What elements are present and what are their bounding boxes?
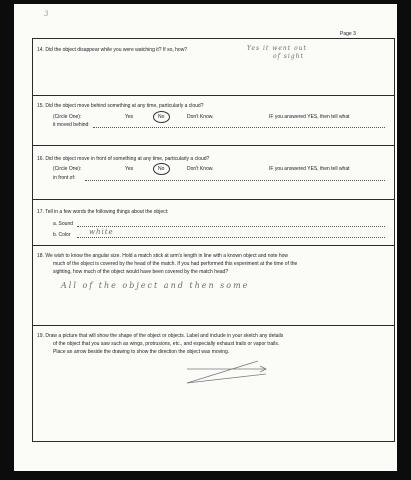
q19-question-line2: of the object that you saw such as wings, protrusions, etc., and especially exhaust trails or vapor trails. xyxy=(53,341,280,347)
q17-question: 17. Tell in a few words the following things about the object: xyxy=(37,209,169,215)
q18-question-line2: much of the object is covered by the head of the match. If you had performed this experiment at the time of the xyxy=(53,261,298,267)
q14-answer-line1: Yes it went out xyxy=(247,45,307,52)
questions-box xyxy=(32,38,395,442)
q16-option-dont-know: Don't Know. xyxy=(187,166,214,172)
q15-if-yes: IF you answered YES, then tell what xyxy=(269,114,350,120)
q16-option-no: No xyxy=(158,166,165,172)
q17-color-label: b. Color xyxy=(53,232,71,238)
q14-question: 14. Did the object disappear while you were watching it? If so, how? xyxy=(37,47,188,53)
q15-option-dont-know: Don't Know. xyxy=(187,114,214,120)
q15-option-no: No xyxy=(158,114,165,120)
q19-question-line1: 19. Draw a picture that will show the shape of the object or objects. Label and include in your sketch any details xyxy=(37,333,284,339)
corner-handwritten-mark: 3 xyxy=(44,10,49,18)
form-page xyxy=(14,4,397,471)
q16-question: 16. Did the object move in front of something at any time, particularly a cloud? xyxy=(37,156,210,162)
q16-circle-one: (Circle One): xyxy=(53,166,82,172)
q19-question-line3: Place an arrow beside the drawing to show the direction the object was moving. xyxy=(53,349,230,355)
q18-question-line1: 18. We wish to know the angular size. Hold a match stick at arm's length in line with a known object and note how xyxy=(37,253,288,259)
q15-option-yes: Yes xyxy=(125,114,134,120)
q19-sketch xyxy=(33,39,396,443)
q15-question: 15. Did the object move behind something at any time, particularly a cloud? xyxy=(37,103,204,109)
q16-option-yes: Yes xyxy=(125,166,134,172)
q14-answer-line2: of sight xyxy=(273,53,304,60)
q16-in-front-of: in front of: xyxy=(53,175,76,181)
q15-circle-one: (Circle One): xyxy=(53,114,82,120)
sketch-arrow-drawing xyxy=(187,361,266,383)
q18-question-line3: sighting, how much of the object would have been covered by the match head? xyxy=(53,269,229,275)
q17-color-answer: white xyxy=(89,228,114,236)
q16-if-yes: IF you answered YES, then tell what xyxy=(269,166,350,172)
q17-sound-label: a. Sound xyxy=(53,221,74,227)
q15-moved-behind: it moved behind: xyxy=(53,122,90,128)
q18-answer: All of the object and then some xyxy=(61,281,250,290)
page-number: Page 3 xyxy=(340,31,356,37)
